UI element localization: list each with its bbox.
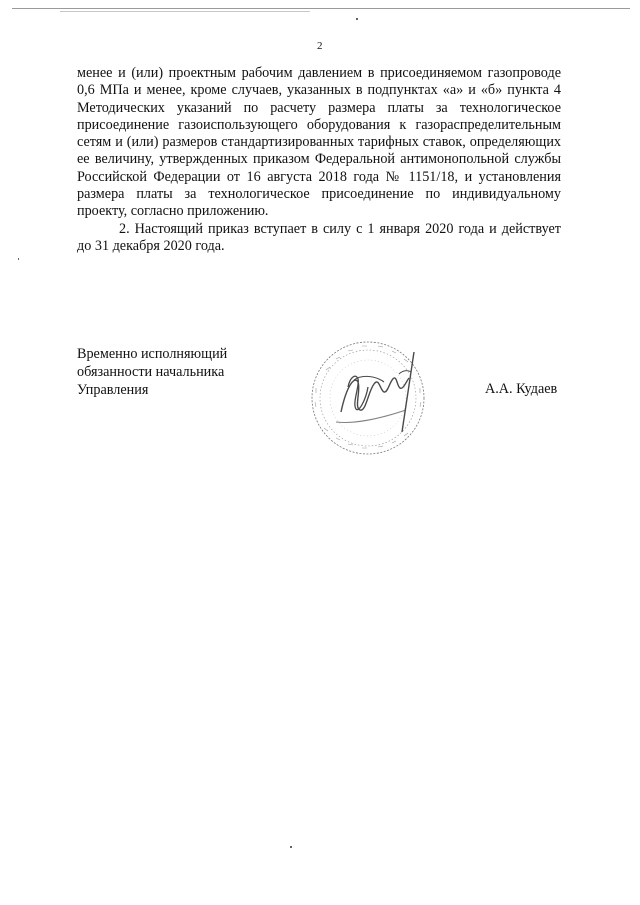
paragraph-1 <box>77 65 561 221</box>
scan-speck <box>290 846 292 848</box>
signer-position-line: обязанности начальника <box>77 364 225 380</box>
page-number: 2 <box>317 40 323 52</box>
signer-position <box>77 345 227 399</box>
text-line: приложению. <box>187 203 269 220</box>
scan-top-edge-line-secondary <box>60 11 310 12</box>
text-line: технологическое присоединение газоиспользующего оборудования к <box>77 99 561 133</box>
text-line: газопроводе 0,6 МПа и менее, кроме случаев, указанных в подпунктах «а» <box>77 65 561 99</box>
text-line: тарифных ставок, определяющих ее величину, утвержденных приказом <box>77 134 562 168</box>
signer-name: А.А. Кудаев <box>485 381 558 397</box>
text-line: 2. Настоящий приказ вступает в силу с 1 января 2020 года и <box>119 220 502 237</box>
scan-speck <box>356 18 358 20</box>
signer-position-line: Управления <box>77 382 149 398</box>
text-line: действует до 31 декабря 2020 года. <box>77 220 561 254</box>
official-seal-with-signature <box>296 332 444 458</box>
paragraph-2 <box>77 221 561 256</box>
text-line: Федеральной антимонопольной службы Российской Федерации от 16 <box>77 151 561 185</box>
scan-speck <box>18 258 19 260</box>
document-body <box>77 65 561 255</box>
text-line: газораспределительным сетям и (или) размеров стандартизированных <box>77 116 561 151</box>
scan-top-edge-line <box>12 8 630 9</box>
text-line: менее и (или) проектным рабочим давлением в присоединяемом <box>77 65 488 81</box>
text-line: и «б» пункта 4 Методических указаний по расчету размера платы за <box>77 82 562 116</box>
text-line: августа 2018 года № 1151/18, и установления размера платы за <box>77 168 561 203</box>
signer-position-line: Временно исполняющий <box>77 346 228 362</box>
text-line: технологическое присоединение по индивидуальному проекту, согласно <box>77 186 561 220</box>
